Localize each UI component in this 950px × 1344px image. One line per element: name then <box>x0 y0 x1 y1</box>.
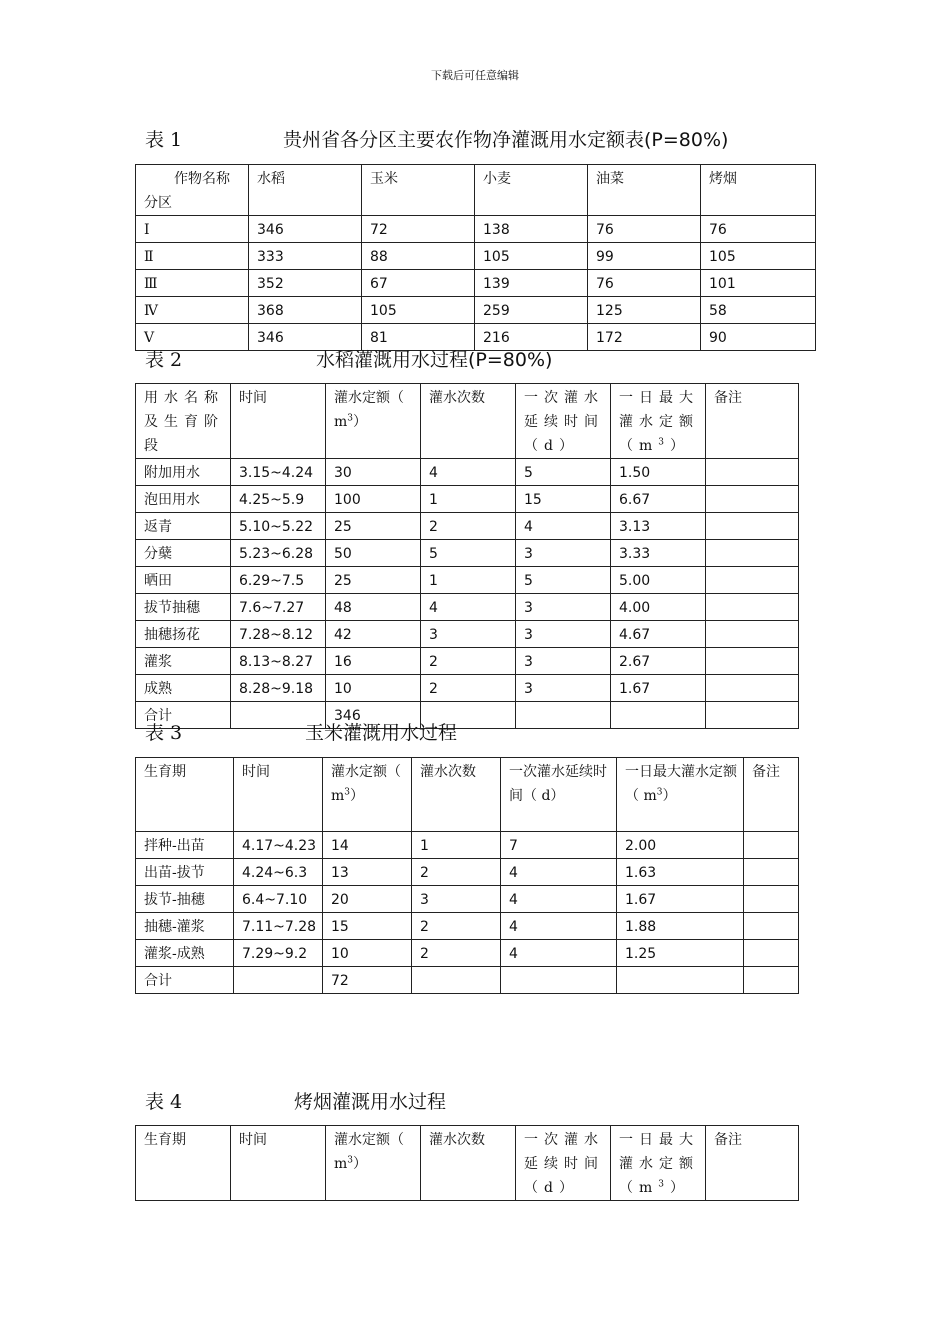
table-cell: 16 <box>326 648 421 675</box>
table3-title: 玉米灌溉用水过程 <box>305 722 458 744</box>
table-cell: 81 <box>362 324 475 351</box>
table-cell: 14 <box>323 832 412 859</box>
table-row <box>136 675 799 702</box>
table-cell: 4 <box>501 859 617 886</box>
table-cell: 138 <box>475 216 588 243</box>
table-row <box>136 567 799 594</box>
table-cell: 90 <box>701 324 816 351</box>
table2 <box>135 383 799 729</box>
table-cell: 3 <box>412 886 501 913</box>
table2-header-time: 时间 <box>231 384 326 459</box>
table-cell <box>706 513 799 540</box>
table-cell: 216 <box>475 324 588 351</box>
table-cell: 100 <box>326 486 421 513</box>
table-cell <box>744 967 799 994</box>
table1-crop-header: 水稻 <box>249 165 362 216</box>
table-row <box>136 270 816 297</box>
table3-caption <box>145 718 458 745</box>
table-cell: 58 <box>701 297 816 324</box>
table1-corner-bottom: 分区 <box>144 195 172 211</box>
table-cell: 7.29~9.2 <box>234 940 323 967</box>
table-cell: 8.13~8.27 <box>231 648 326 675</box>
table4-header-remark: 备注 <box>706 1126 799 1201</box>
table-cell: 125 <box>588 297 701 324</box>
table-cell: 48 <box>326 594 421 621</box>
table-cell: 4 <box>501 913 617 940</box>
row-label-cell: Ⅴ <box>136 324 249 351</box>
table-cell <box>611 702 706 729</box>
table-cell: 139 <box>475 270 588 297</box>
table-cell <box>706 621 799 648</box>
table-cell: 4 <box>501 940 617 967</box>
table-row <box>136 859 799 886</box>
table4-header-max-daily: 一日最大灌水定额$(m^3)$ <box>611 1126 706 1201</box>
table-cell: 3 <box>516 621 611 648</box>
row-label-cell: 拔节-抽穗 <box>136 886 234 913</box>
table-cell: 346 <box>249 216 362 243</box>
table2-title: 水稻灌溉用水过程(P=80%) <box>316 349 553 371</box>
table-row <box>136 832 799 859</box>
table3-header-time: 时间 <box>234 758 323 832</box>
table1-body <box>136 216 816 351</box>
table-row <box>136 648 799 675</box>
table-cell <box>412 967 501 994</box>
table-cell: 4.25~5.9 <box>231 486 326 513</box>
table2-header-stage: 用水名称及生育阶段 <box>136 384 231 459</box>
table-row <box>136 621 799 648</box>
table-cell: 259 <box>475 297 588 324</box>
table4-label: 表 4 <box>145 1091 183 1113</box>
table4-title: 烤烟灌溉用水过程 <box>294 1091 447 1113</box>
table-cell: 3.33 <box>611 540 706 567</box>
table-cell <box>744 886 799 913</box>
table-row <box>136 913 799 940</box>
table-cell: 76 <box>588 216 701 243</box>
table-cell: 50 <box>326 540 421 567</box>
table-cell: 4.67 <box>611 621 706 648</box>
table-cell: 1.50 <box>611 459 706 486</box>
table2-header-duration: 一次灌水延续时间（d） <box>516 384 611 459</box>
table-cell: 368 <box>249 297 362 324</box>
row-label-cell: 灌浆 <box>136 648 231 675</box>
table-cell <box>744 940 799 967</box>
table-cell: 5 <box>516 459 611 486</box>
table-cell <box>501 967 617 994</box>
table-cell: 76 <box>588 270 701 297</box>
table2-header-count: 灌水次数 <box>421 384 516 459</box>
table-cell: 352 <box>249 270 362 297</box>
table3-header-quota: 灌水定额（ $m^3$） <box>323 758 412 832</box>
table1-corner-top: 作物名称 <box>174 171 230 187</box>
table2-body <box>136 459 799 702</box>
table-cell: 3 <box>516 648 611 675</box>
table-cell: 1.67 <box>617 886 744 913</box>
table-cell: 72 <box>362 216 475 243</box>
table-cell: 2 <box>421 675 516 702</box>
table-cell: 333 <box>249 243 362 270</box>
row-label-cell: 出苗-拔节 <box>136 859 234 886</box>
table-cell <box>744 859 799 886</box>
table3-header-remark: 备注 <box>744 758 799 832</box>
table4-caption <box>145 1087 447 1114</box>
table-cell: 2 <box>412 940 501 967</box>
table3-header-duration: 一次灌水延续时间（ d） <box>501 758 617 832</box>
row-label-cell: 灌浆-成熟 <box>136 940 234 967</box>
table4-header-count: 灌水次数 <box>421 1126 516 1201</box>
table-cell: 1 <box>421 486 516 513</box>
table1-crop-header: 小麦 <box>475 165 588 216</box>
table-cell: 3.15~4.24 <box>231 459 326 486</box>
table-cell: 5.00 <box>611 567 706 594</box>
row-label-cell: 抽穗-灌浆 <box>136 913 234 940</box>
row-label-cell: Ⅲ <box>136 270 249 297</box>
table2-header-remark: 备注 <box>706 384 799 459</box>
table3-body <box>136 832 799 967</box>
table-cell: 5.10~5.22 <box>231 513 326 540</box>
table-cell: 13 <box>323 859 412 886</box>
table1-label: 表 1 <box>145 129 183 151</box>
table-cell: 3 <box>516 675 611 702</box>
table-cell: 105 <box>475 243 588 270</box>
table-cell: 1.67 <box>611 675 706 702</box>
table2-total-value: 346 <box>326 702 421 729</box>
table3-total-row <box>136 967 799 994</box>
table1-crop-header: 油菜 <box>588 165 701 216</box>
table-cell: 67 <box>362 270 475 297</box>
table-cell: 2 <box>421 648 516 675</box>
row-label-cell: Ⅳ <box>136 297 249 324</box>
table3-total-value: 72 <box>323 967 412 994</box>
table-cell: 7 <box>501 832 617 859</box>
table-cell: 15 <box>516 486 611 513</box>
table-cell: 3.13 <box>611 513 706 540</box>
table-row <box>136 297 816 324</box>
row-label-cell: 泡田用水 <box>136 486 231 513</box>
table-cell <box>706 459 799 486</box>
table-cell: 42 <box>326 621 421 648</box>
table-cell: 20 <box>323 886 412 913</box>
table-row <box>136 940 799 967</box>
table-cell: 5 <box>516 567 611 594</box>
table2-header-quota: 灌水定额（ $m^3$） <box>326 384 421 459</box>
table-cell: 7.28~8.12 <box>231 621 326 648</box>
table-cell <box>617 967 744 994</box>
table2-header-max-daily: 一日最大灌水定额$(m^3)$ <box>611 384 706 459</box>
table-cell: 10 <box>323 940 412 967</box>
table-cell: 6.29~7.5 <box>231 567 326 594</box>
table-row <box>136 486 799 513</box>
table-cell: 2.00 <box>617 832 744 859</box>
table-cell <box>706 567 799 594</box>
table-cell: 2 <box>421 513 516 540</box>
table-cell: 15 <box>323 913 412 940</box>
table3 <box>135 757 799 994</box>
table-cell: 8.28~9.18 <box>231 675 326 702</box>
row-label-cell: 附加用水 <box>136 459 231 486</box>
table-cell: 5.23~6.28 <box>231 540 326 567</box>
table-cell: 99 <box>588 243 701 270</box>
table2-caption <box>145 345 553 372</box>
table4-header-stage: 生育期 <box>136 1126 231 1201</box>
table-cell: 4 <box>501 886 617 913</box>
table4-header-duration: 一次灌水延续时间（d） <box>516 1126 611 1201</box>
table2-label: 表 2 <box>145 349 183 371</box>
table1-caption <box>145 125 729 152</box>
table-row <box>136 540 799 567</box>
table2-total-label: 合计 <box>136 702 231 729</box>
table2-total-row <box>136 702 799 729</box>
row-label-cell: 成熟 <box>136 675 231 702</box>
row-label-cell: 拔节抽穗 <box>136 594 231 621</box>
table-row <box>136 513 799 540</box>
table-cell: 1.88 <box>617 913 744 940</box>
table-cell: 6.4~7.10 <box>234 886 323 913</box>
table-cell: 5 <box>421 540 516 567</box>
table-cell <box>706 594 799 621</box>
table-cell: 3 <box>516 594 611 621</box>
table-cell: 10 <box>326 675 421 702</box>
table-cell: 30 <box>326 459 421 486</box>
table1-crop-header: 玉米 <box>362 165 475 216</box>
row-label-cell: 晒田 <box>136 567 231 594</box>
table1-crop-header: 烤烟 <box>701 165 816 216</box>
table4-header-time: 时间 <box>231 1126 326 1201</box>
table-cell: 4.00 <box>611 594 706 621</box>
row-label-cell: 抽穗扬花 <box>136 621 231 648</box>
table-cell: 2 <box>412 913 501 940</box>
header-note: 下载后可任意编辑 <box>431 69 519 82</box>
table-cell: 7.6~7.27 <box>231 594 326 621</box>
table-cell: 88 <box>362 243 475 270</box>
table-cell: 3 <box>421 621 516 648</box>
table3-header-count: 灌水次数 <box>412 758 501 832</box>
table-cell: 4 <box>516 513 611 540</box>
table-row <box>136 216 816 243</box>
table4-header-quota: 灌水定额（ $m^3$） <box>326 1126 421 1201</box>
table-cell: 105 <box>362 297 475 324</box>
row-label-cell: 拌种-出苗 <box>136 832 234 859</box>
table-row <box>136 243 816 270</box>
table-cell <box>706 486 799 513</box>
table-cell <box>706 540 799 567</box>
table3-header-stage: 生育期 <box>136 758 234 832</box>
table-cell <box>706 702 799 729</box>
row-label-cell: 返青 <box>136 513 231 540</box>
table-row <box>136 886 799 913</box>
table-cell: 4.17~4.23 <box>234 832 323 859</box>
table3-total-label: 合计 <box>136 967 234 994</box>
row-label-cell: Ⅰ <box>136 216 249 243</box>
table-cell: 1.25 <box>617 940 744 967</box>
table-cell: 1 <box>412 832 501 859</box>
table-cell <box>516 702 611 729</box>
table-cell: 2.67 <box>611 648 706 675</box>
table-cell: 7.11~7.28 <box>234 913 323 940</box>
table-cell: 172 <box>588 324 701 351</box>
table-cell: 101 <box>701 270 816 297</box>
table-cell: 2 <box>412 859 501 886</box>
table-cell: 4 <box>421 594 516 621</box>
table-row <box>136 459 799 486</box>
table3-label: 表 3 <box>145 722 183 744</box>
table-cell: 1.63 <box>617 859 744 886</box>
table1-corner-header <box>136 165 249 216</box>
table-cell <box>744 832 799 859</box>
table-cell: 346 <box>249 324 362 351</box>
table1 <box>135 164 816 351</box>
table-cell <box>744 913 799 940</box>
table-cell <box>706 648 799 675</box>
table-row <box>136 594 799 621</box>
table-cell: 4.24~6.3 <box>234 859 323 886</box>
table-cell: 4 <box>421 459 516 486</box>
table-cell: 6.67 <box>611 486 706 513</box>
row-label-cell: 分蘖 <box>136 540 231 567</box>
table-cell: 3 <box>516 540 611 567</box>
table-cell: 105 <box>701 243 816 270</box>
table4 <box>135 1125 799 1201</box>
table-cell <box>706 675 799 702</box>
row-label-cell: Ⅱ <box>136 243 249 270</box>
table-cell: 25 <box>326 567 421 594</box>
table-cell: 25 <box>326 513 421 540</box>
table-cell <box>234 967 323 994</box>
table1-title: 贵州省各分区主要农作物净灌溉用水定额表(P=80%) <box>283 129 729 151</box>
table-cell: 1 <box>421 567 516 594</box>
table-cell: 76 <box>701 216 816 243</box>
table3-header-max-daily: 一日最大灌水定额（ $m^3$） <box>617 758 744 832</box>
